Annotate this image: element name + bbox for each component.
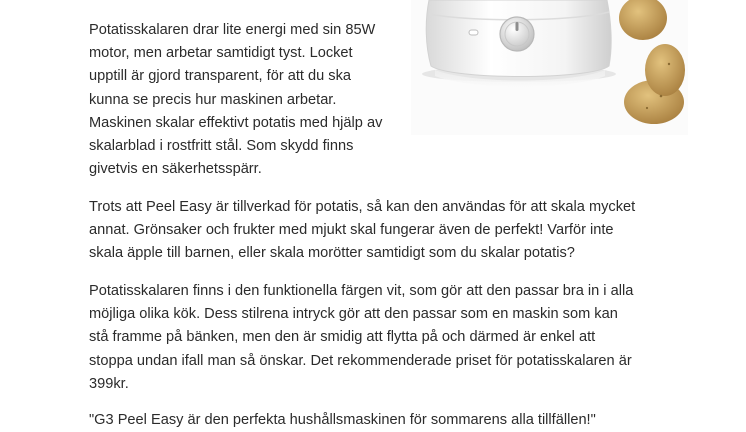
potato-shape xyxy=(645,44,685,96)
text-line: stå framme på bänken, men den är smidig att flytta på och därmed är enkel att xyxy=(89,329,596,346)
product-image xyxy=(411,0,688,135)
paragraph-quote xyxy=(89,409,596,432)
text-line: Maskinen skalar effektivt potatis med hjälp av xyxy=(89,114,383,131)
text-line: Potatisskalaren finns i den funktionella färgen vit, som gör att den passar bra in i alla xyxy=(89,283,634,299)
text-line: givetvis en säkerhetsspärr. xyxy=(89,161,262,178)
text-line: annat. Grönsaker och frukter med mjukt skal fungerar även de perfekt! Varför inte xyxy=(89,222,614,239)
text-line: Potatisskalaren drar lite energi med sin 85W xyxy=(89,22,376,38)
text-line: "G3 Peel Easy är den perfekta hushållsmaskinen för sommarens alla tillfällen!" xyxy=(89,412,596,428)
text-line: möjliga olika kök. Dess stilrena intryck gör att den passar som en maskin som kan xyxy=(89,306,618,323)
text-line: upptill är gjord transparent, för att du ska xyxy=(89,68,352,85)
text-line: skala äpple till barnen, eller skala morötter samtidigt som du skalar potatis? xyxy=(89,245,575,262)
text-line: skalarblad i rostfritt stål. Som skydd finns xyxy=(89,138,354,155)
paragraph-motor xyxy=(89,19,382,181)
paragraph-color-price xyxy=(89,280,633,396)
text-line: Trots att Peel Easy är tillverkad för potatis, så kan den användas för att skala mycket xyxy=(89,199,636,215)
text-line: 399kr. xyxy=(89,375,129,392)
paragraph-usage xyxy=(89,196,635,266)
text-line: motor, men arbetar samtidigt tyst. Locket xyxy=(89,45,353,62)
text-line: kunna se precis hur maskinen arbetar. xyxy=(89,91,337,108)
text-line: stoppa undan ifall man så önskar. Det rekommenderade priset för potatisskalaren är xyxy=(89,352,632,369)
potato-peeler-illustration xyxy=(411,0,688,135)
